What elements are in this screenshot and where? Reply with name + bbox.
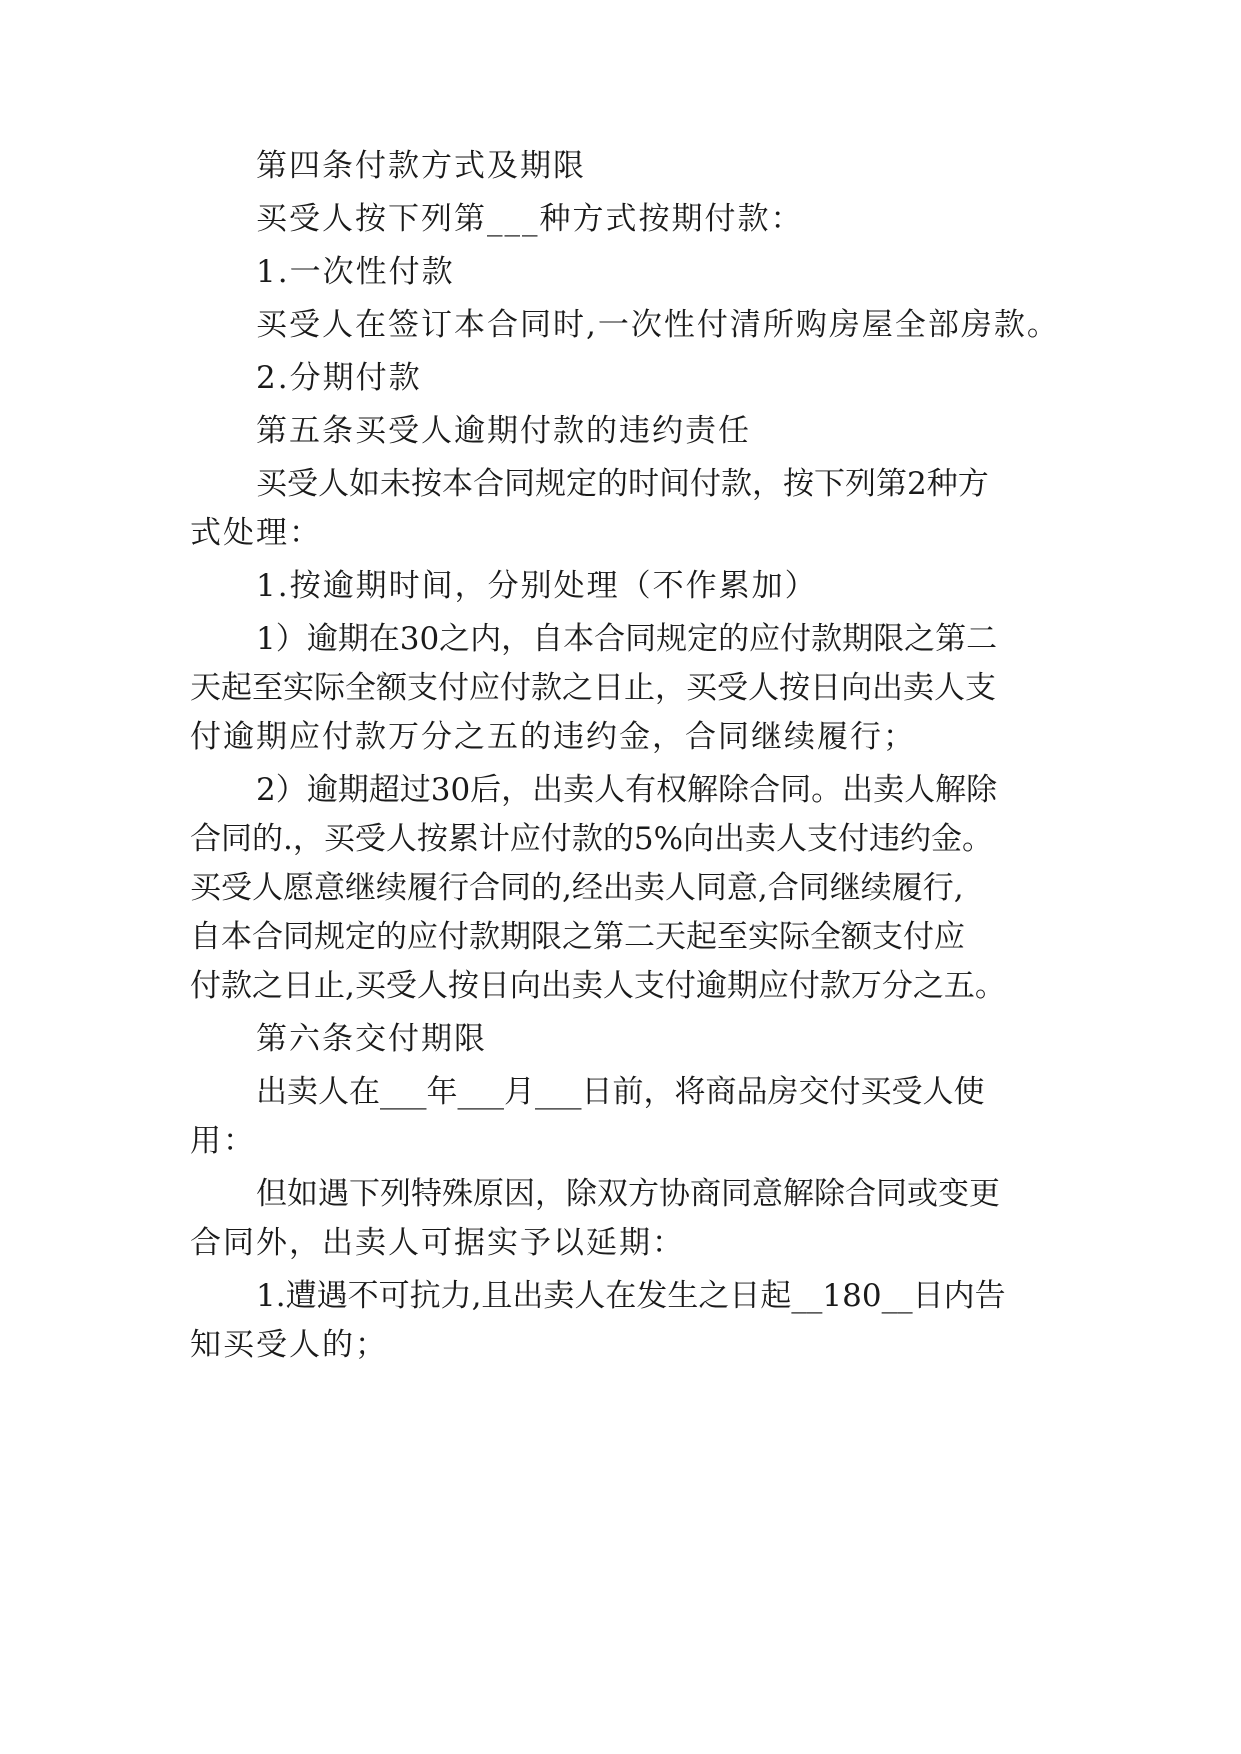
clause-2-line-3: 买受人愿意继续履行合同的,经出卖人同意,合同继续履行, (190, 870, 964, 906)
exception-1-line-2: 知买受人的； (190, 1327, 388, 1363)
payment-method-choice: 买受人按下列第___种方式按期付款： (256, 201, 804, 237)
clause-2-line-5: 付款之日止,买受人按日向出卖人支付逾期应付款万分之五。 (190, 968, 1006, 1004)
article-4-heading: 第四条付款方式及期限 (256, 148, 586, 184)
delay-exceptions-line-2: 合同外，出卖人可据实予以延期： (190, 1225, 685, 1261)
option-1-text: 买受人在签订本合同时,一次性付清所购房屋全部房款。 (256, 307, 1060, 343)
article-5-heading: 第五条买受人逾期付款的违约责任 (256, 413, 751, 449)
clause-2-line-4: 自本合同规定的应付款期限之第二天起至实际全额支付应 (190, 919, 965, 955)
article-5-text-line-2: 式处理： (190, 515, 322, 551)
article-5-item-1: 1.按逾期时间，分别处理（不作累加） (256, 568, 818, 604)
exception-1-line-1: 1.遭遇不可抗力,且出卖人在发生之日起__180__日内告 (256, 1278, 1006, 1314)
clause-1-line-3: 付逾期应付款万分之五的违约金，合同继续履行； (190, 719, 916, 755)
clause-1-line-1: 1）逾期在30之内，自本合同规定的应付款期限之第二 (256, 621, 998, 657)
article-5-text-line-1: 买受人如未按本合同规定的时间付款，按下列第2种方 (256, 466, 989, 502)
article-6-text-line-2: 用： (190, 1123, 256, 1159)
option-2-heading: 2.分期付款 (256, 360, 422, 396)
clause-2-line-1: 2）逾期超过30后，出卖人有权解除合同。出卖人解除 (256, 772, 998, 808)
clause-1-line-2: 天起至实际全额支付应付款之日止，买受人按日向出卖人支 (190, 670, 996, 706)
clause-2-line-2: 合同的.，买受人按累计应付款的5%向出卖人支付违约金。 (190, 821, 994, 857)
delay-exceptions-line-1: 但如遇下列特殊原因，除双方协商同意解除合同或变更 (256, 1176, 1000, 1212)
article-6-text-line-1: 出卖人在___年___月___日前，将商品房交付买受人使 (256, 1074, 985, 1110)
option-1-heading: 1.一次性付款 (256, 254, 455, 290)
article-6-heading: 第六条交付期限 (256, 1021, 487, 1057)
